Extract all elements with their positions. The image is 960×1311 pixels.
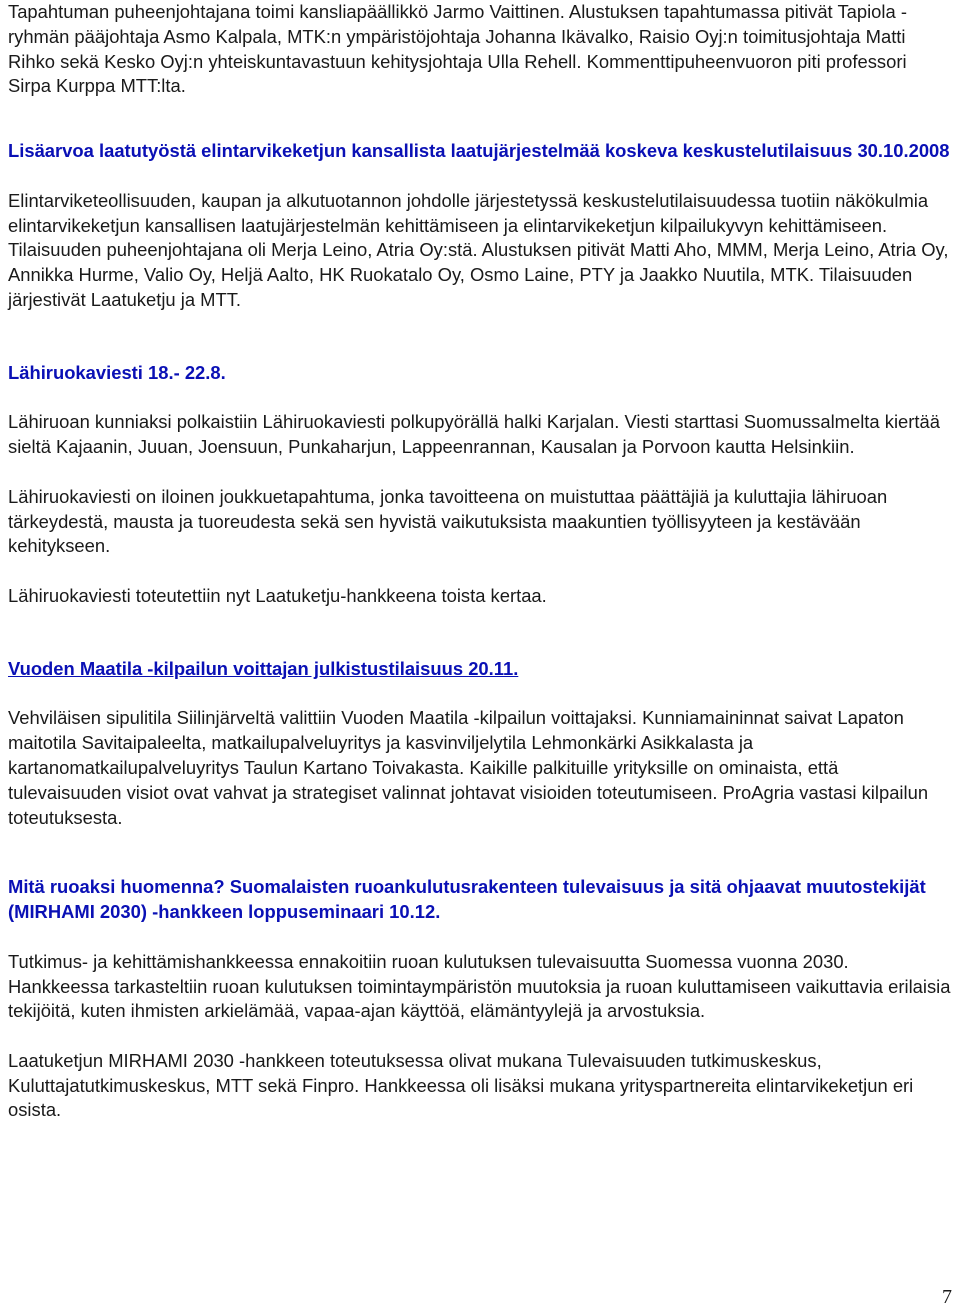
section-heading-vuoden-maatila: Vuoden Maatila -kilpailun voittajan julkistustilaisuus 20.11. [8,657,519,679]
intro-paragraph: Tapahtuman puheenjohtajana toimi kansliapäällikkö Jarmo Vaittinen. Alustuksen tapahtumassa pitivät Tapiola -ryhmän pääjohtaja Asmo Kalpala, MTK:n ympäristöjohtaja Johanna Ikävalko, Raisio Oyj:n toimitusjohtaja Matti Rihko sekä Kesko Oyj:n yhteiskuntavastuun kehitysjohtaja Ulla Rehell. Kommenttipuheenvuoron piti professori Sirpa Kurppa MTT:lta. [8,1,907,97]
section-heading-mirhami: Mitä ruoaksi huomenna? Suomalaisten ruoankulutusrakenteen tulevaisuus ja sitä ohjaavat muutostekijät (MIRHAMI 2030) -hankkeen loppuseminaari 10.12. [8,876,926,923]
section-heading-lahiruokaviesti: Lähiruokaviesti 18.- 22.8. [8,361,226,383]
section-paragraph: Elintarviketeollisuuden, kaupan ja alkutuotannon johdolle järjestetyssä keskustelutilaisuudessa tuotiin näkökulmia elintarvikeketjun kansallisen laatujärjestelmän kehittämiseen ja elintarvikeketjun kilpailukyvyn kehittämiseen. Tilaisuuden puheenjohtajana oli Merja Leino, Atria Oy:stä. Alustuksen pitivät Matti Aho, MMM, Merja Leino, Atria Oy, Annikka Hurme, Valio Oy, Heljä Aalto, HK Ruokatalo Oy, Osmo Laine, PTY ja Jaakko Nuutila, MTK. Tilaisuuden järjestivät Laatuketju ja MTT. [8,189,949,310]
section-paragraph: Lähiruoan kunniaksi polkaistiin Lähiruokaviesti polkupyörällä halki Karjalan. Viesti starttasi Suomussalmelta kiertää sieltä Kajaanin, Juuan, Joensuun, Punkaharjun, Lappeenrannan, Kausalan ja Porvoon kautta Helsinkiin. [8,411,940,458]
section-paragraph: Lähiruokaviesti on iloinen joukkuetapahtuma, jonka tavoitteena on muistuttaa päättäjiä ja kuluttajia lähiruoan tärkeydestä, mausta ja tuoreudesta sekä sen hyvistä vaikutuksista maakuntien työllisyyteen ja kestävään kehitykseen. [8,485,888,557]
section-paragraph: Tutkimus- ja kehittämishankkeessa ennakoitiin ruoan kulutuksen tulevaisuutta Suomessa vuonna 2030. Hankkeessa tarkasteltiin ruoan kulutuksen toimintaympäristön muutoksia ja ruoan kuluttamiseen vaikuttavia erilaisia tekijöitä, kuten ihmisten arkielämää, vapaa-ajan käyttöä, elämäntyylejä ja arvostuksia. [8,950,951,1022]
section-paragraph: Lähiruokaviesti toteutettiin nyt Laatuketju-hankkeena toista kertaa. [8,584,547,606]
section-paragraph: Laatuketjun MIRHAMI 2030 -hankkeen toteutuksessa olivat mukana Tulevaisuuden tutkimuskeskus, Kuluttajatutkimuskeskus, MTT sekä Finpro. Hankkeessa oli lisäksi mukana yrityspartnereita elintarvikeketjun eri osista. [8,1049,914,1121]
page-number: 7 [942,1286,952,1308]
section-heading-laatujarjestelma: Lisäarvoa laatutyöstä elintarvikeketjun kansallista laatujärjestelmää koskeva keskustelutilaisuus 30.10.2008 [8,140,950,162]
document-page [8,0,954,1148]
section-paragraph: Vehviläisen sipulitila Siilinjärveltä valittiin Vuoden Maatila -kilpailun voittajaksi. Kunniamaininnat saivat Lapaton maitotila Savitaipaleelta, matkailupalveluyritys ja kasvinviljelytila Lehmonkärki Asikkalasta ja kartanomatkailupalveluyritys Taulun Kartano Toivakasta. Kaikille palkituille yrityksille on ominaista, että tulevaisuuden visiot ovat vahvat ja strategiset valinnat johtavat visioiden toteutumiseen. ProAgria vastasi kilpailun toteutuksesta. [8,707,929,828]
